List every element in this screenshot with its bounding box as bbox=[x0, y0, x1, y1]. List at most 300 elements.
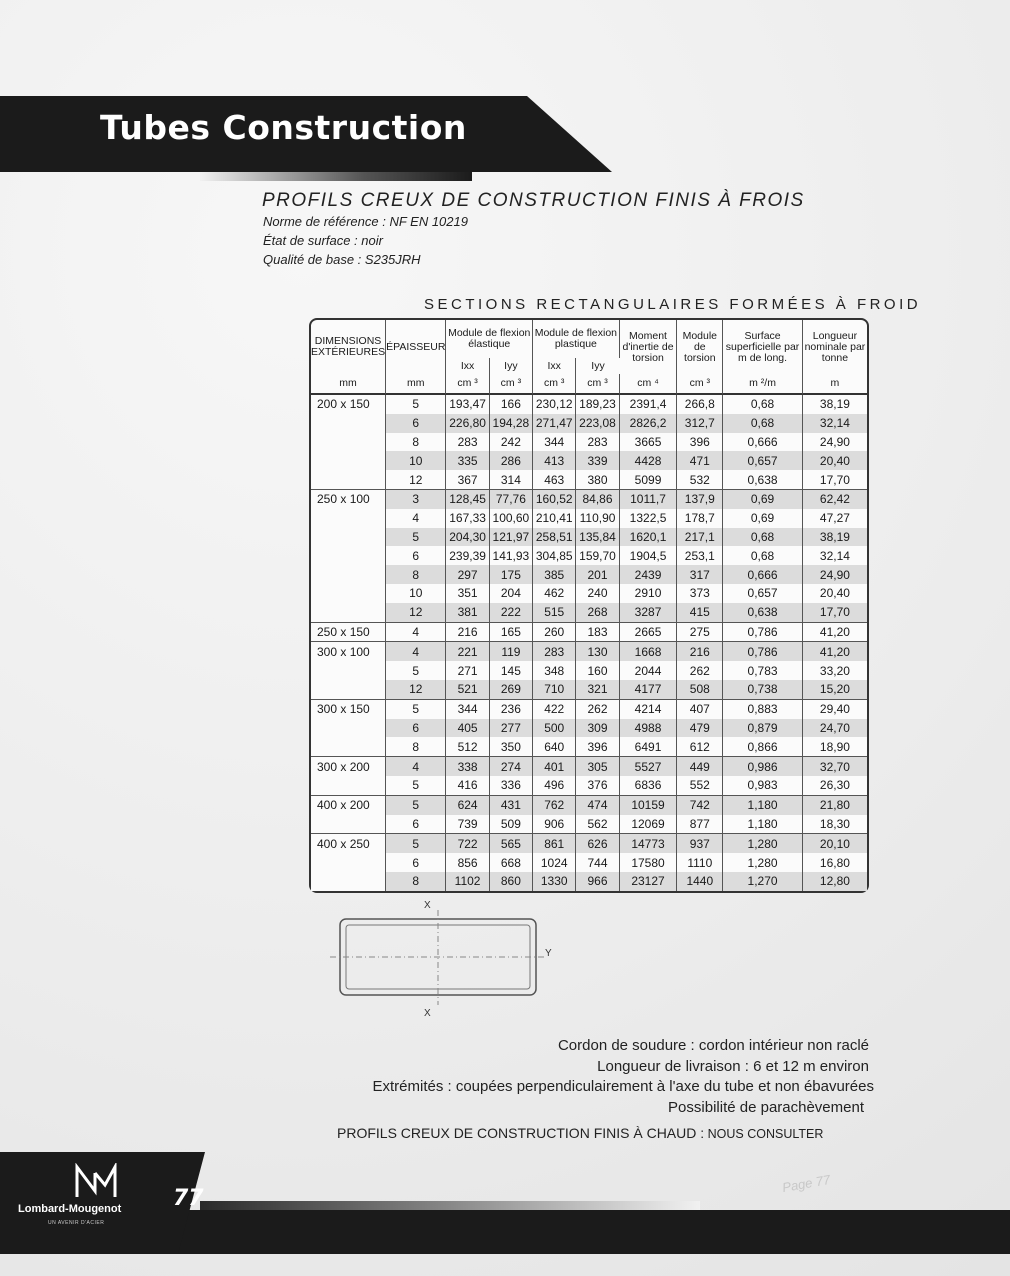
unit-longueur: m bbox=[803, 374, 867, 395]
cell-longueur: 62,42 bbox=[803, 489, 867, 509]
cell-longueur: 21,80 bbox=[803, 795, 867, 815]
cell-ixx2: 861 bbox=[533, 833, 576, 853]
cell-iyy2: 966 bbox=[576, 872, 619, 891]
cell-iyy: 336 bbox=[490, 776, 533, 795]
cell-iyy2: 339 bbox=[576, 451, 619, 470]
cell-surface: 0,986 bbox=[723, 756, 803, 776]
table-row bbox=[311, 433, 867, 452]
cell-modtor: 1110 bbox=[677, 853, 723, 872]
cell-ep: 4 bbox=[386, 509, 446, 528]
cell-ixx: 739 bbox=[446, 815, 489, 834]
cell-longueur: 41,20 bbox=[803, 641, 867, 661]
table-row bbox=[311, 528, 867, 547]
cell-ixx: 338 bbox=[446, 756, 489, 776]
cell-dim: 300 x 100 bbox=[311, 641, 386, 661]
table-row bbox=[311, 853, 867, 872]
cell-modtor: 253,1 bbox=[677, 546, 723, 565]
cell-dim bbox=[311, 603, 386, 622]
cell-ixx: 416 bbox=[446, 776, 489, 795]
cell-longueur: 32,70 bbox=[803, 756, 867, 776]
cell-ep: 5 bbox=[386, 699, 446, 719]
cell-longueur: 47,27 bbox=[819, 511, 850, 526]
cell-dim: 250 x 150 bbox=[311, 622, 386, 642]
cell-modtor: 275 bbox=[677, 622, 723, 642]
cell-modtor: 877 bbox=[677, 815, 723, 834]
cell-moment: 2391,4 bbox=[620, 395, 678, 414]
cell-modtor: 407 bbox=[677, 699, 723, 719]
cell-dim: 400 x 200 bbox=[311, 795, 386, 815]
cell-iyy: 121,97 bbox=[490, 528, 533, 547]
unit-module-torsion: cm ³ bbox=[677, 374, 723, 395]
cell-dim: 400 x 250 bbox=[311, 833, 386, 853]
page-number: 77 bbox=[173, 1186, 204, 1211]
table-row bbox=[311, 622, 867, 642]
y-label: Y bbox=[545, 948, 552, 959]
cell-ixx2: 463 bbox=[533, 470, 576, 489]
cell-surface: 0,666 bbox=[723, 565, 803, 584]
note-soudure: Cordon de soudure : cordon intérieur non raclé bbox=[557, 1037, 869, 1054]
cell-longueur: 16,80 bbox=[819, 855, 850, 870]
cell-ixx2: 710 bbox=[533, 680, 576, 699]
cell-surface: 0,68 bbox=[723, 395, 803, 414]
cell-ixx2: 258,51 bbox=[533, 528, 576, 547]
cell-ep: 12 bbox=[386, 680, 446, 699]
etat-surface: État de surface : noir bbox=[263, 233, 383, 248]
cell-modtor: 317 bbox=[677, 565, 723, 584]
cell-ixx: 283 bbox=[446, 433, 489, 452]
table-title: SECTIONS RECTANGULAIRES FORMÉES À FROID bbox=[424, 296, 922, 313]
cell-iyy: 141,93 bbox=[490, 546, 533, 565]
unit-ep: mm bbox=[386, 374, 446, 395]
cell-surface: 0,657 bbox=[723, 584, 803, 603]
cell-moment: 3287 bbox=[620, 603, 678, 622]
cell-modtor: 262 bbox=[677, 661, 723, 680]
cell-iyy2: 160 bbox=[576, 661, 619, 680]
table-row bbox=[311, 565, 867, 584]
table-row bbox=[311, 641, 867, 661]
cell-modtor: 312,7 bbox=[677, 414, 723, 433]
table-row bbox=[311, 395, 867, 414]
cell-ep: 8 bbox=[386, 737, 446, 756]
cell-ep: 10 bbox=[386, 451, 446, 470]
cell-surface: 0,883 bbox=[723, 699, 803, 719]
cell-moment: 2665 bbox=[620, 622, 678, 642]
table-row bbox=[311, 451, 867, 470]
cell-ixx: 856 bbox=[446, 853, 489, 872]
header-ixx: Ixx bbox=[446, 358, 489, 374]
cell-iyy2: 159,70 bbox=[576, 546, 619, 565]
table-body bbox=[311, 395, 867, 891]
cell-ixx: 722 bbox=[446, 833, 489, 853]
unit-moment: cm ⁴ bbox=[620, 374, 678, 395]
cell-dim: 300 x 150 bbox=[311, 699, 386, 719]
cell-ixx: 297 bbox=[446, 565, 489, 584]
cell-ep: 5 bbox=[386, 833, 446, 853]
cell-moment: 2910 bbox=[620, 584, 678, 603]
cell-modtor: 266,8 bbox=[677, 395, 723, 414]
cell-longueur: 26,30 bbox=[819, 778, 850, 793]
cell-surface: 0,879 bbox=[723, 719, 803, 738]
cell-moment: 6836 bbox=[620, 776, 678, 795]
cell-surface: 0,866 bbox=[723, 737, 803, 756]
cell-iyy2: 305 bbox=[576, 756, 619, 776]
cell-modtor: 937 bbox=[677, 833, 723, 853]
cell-ep: 12 bbox=[386, 603, 446, 622]
cell-moment: 1620,1 bbox=[620, 528, 678, 547]
cell-ixx2: 1330 bbox=[533, 872, 576, 891]
brand-tagline: UN AVENIR D'ACIER bbox=[48, 1220, 105, 1226]
cell-iyy: 431 bbox=[490, 795, 533, 815]
qualite-base: Qualité de base : S235JRH bbox=[263, 252, 421, 267]
cell-iyy2: 189,23 bbox=[576, 395, 619, 414]
cell-surface: 0,638 bbox=[723, 470, 803, 489]
header-dimensions: DIMENSIONS EXTÉRIEURES bbox=[311, 320, 386, 374]
table-row bbox=[311, 509, 867, 528]
unit-dim: mm bbox=[311, 374, 386, 395]
cell-dim: 200 x 150 bbox=[311, 395, 386, 414]
header-ixx-plastique: Ixx bbox=[533, 358, 576, 374]
cell-dim bbox=[311, 853, 386, 872]
cell-iyy: 668 bbox=[490, 853, 533, 872]
cell-modtor: 742 bbox=[677, 795, 723, 815]
cell-ixx: 381 bbox=[446, 603, 489, 622]
unit-surface: m ²/m bbox=[723, 374, 803, 395]
cell-ixx: 351 bbox=[446, 584, 489, 603]
x-top-label: X bbox=[424, 900, 431, 911]
cell-moment: 17580 bbox=[620, 853, 678, 872]
cell-longueur: 32,14 bbox=[803, 414, 867, 433]
cell-dim bbox=[311, 872, 386, 891]
cell-modtor: 415 bbox=[677, 603, 723, 622]
cell-surface: 1,280 bbox=[723, 833, 803, 853]
cell-ep: 12 bbox=[386, 470, 446, 489]
cell-longueur: 20,40 bbox=[803, 451, 867, 470]
footer-gradient-bar bbox=[200, 1201, 700, 1210]
cell-longueur: 38,19 bbox=[803, 528, 867, 547]
table-row bbox=[311, 661, 867, 680]
cell-modtor: 612 bbox=[677, 737, 723, 756]
cell-dim: 300 x 200 bbox=[311, 756, 386, 776]
cell-modtor: 471 bbox=[677, 451, 723, 470]
cell-iyy: 350 bbox=[490, 737, 533, 756]
cell-ixx: 239,39 bbox=[446, 546, 489, 565]
cell-surface: 0,68 bbox=[723, 546, 803, 565]
cell-surface: 0,983 bbox=[723, 776, 803, 795]
cell-ixx: 221 bbox=[446, 641, 489, 661]
cell-iyy2: 376 bbox=[576, 776, 619, 795]
cell-iyy: 269 bbox=[490, 680, 533, 699]
cell-ixx2: 496 bbox=[533, 776, 576, 795]
table-row bbox=[311, 756, 867, 776]
cell-surface: 0,68 bbox=[723, 414, 803, 433]
cell-ep: 5 bbox=[386, 661, 446, 680]
note-extremites: Extrémités : coupées perpendiculairement à l'axe du tube et non ébavurées bbox=[372, 1078, 874, 1095]
cell-ep: 8 bbox=[386, 872, 446, 891]
cell-dim bbox=[311, 470, 386, 489]
cell-ep: 6 bbox=[386, 414, 446, 433]
cell-ixx: 344 bbox=[446, 699, 489, 719]
cell-longueur: 17,70 bbox=[819, 472, 850, 487]
cell-ep: 8 bbox=[386, 565, 446, 584]
cell-ep: 3 bbox=[386, 489, 446, 509]
header-epaisseur: ÉPAISSEUR bbox=[386, 320, 446, 374]
cell-modtor: 178,7 bbox=[677, 509, 723, 528]
cell-longueur: 15,20 bbox=[803, 680, 867, 699]
unit-iyy-plastique: cm ³ bbox=[576, 374, 619, 395]
cell-iyy2: 240 bbox=[576, 584, 619, 603]
cell-ixx2: 515 bbox=[533, 603, 576, 622]
cell-dim bbox=[311, 815, 386, 834]
cell-ep: 6 bbox=[386, 853, 446, 872]
cell-surface: 1,180 bbox=[723, 795, 803, 815]
footnote-line bbox=[337, 1125, 823, 1141]
norme-reference: Norme de référence : NF EN 10219 bbox=[263, 214, 468, 229]
cell-ixx: 335 bbox=[446, 451, 489, 470]
cell-surface: 0,786 bbox=[723, 641, 803, 661]
cell-moment: 2044 bbox=[620, 661, 678, 680]
header-iyy-plastique: Iyy bbox=[591, 359, 605, 372]
cell-moment: 4428 bbox=[620, 451, 678, 470]
table-row bbox=[311, 833, 867, 853]
cell-ep: 5 bbox=[386, 795, 446, 815]
cell-dim bbox=[311, 414, 386, 433]
cell-modtor: 532 bbox=[677, 470, 723, 489]
cell-iyy: 194,28 bbox=[490, 414, 533, 433]
profile-table-container bbox=[309, 318, 869, 893]
table-row bbox=[311, 699, 867, 719]
cell-ixx2: 283 bbox=[533, 641, 576, 661]
cell-ixx: 512 bbox=[446, 737, 489, 756]
cell-longueur: 33,20 bbox=[819, 663, 850, 678]
cell-surface: 1,270 bbox=[723, 872, 803, 891]
cell-ep: 5 bbox=[386, 395, 446, 414]
table-row bbox=[311, 470, 867, 489]
cell-moment: 10159 bbox=[620, 795, 678, 815]
cell-longueur: 29,40 bbox=[803, 699, 867, 719]
cell-moment: 1668 bbox=[620, 641, 678, 661]
cell-iyy: 204 bbox=[490, 584, 533, 603]
cell-surface: 0,68 bbox=[723, 528, 803, 547]
cell-longueur: 17,70 bbox=[803, 603, 867, 622]
cell-iyy2: 135,84 bbox=[576, 528, 619, 547]
cell-iyy: 119 bbox=[490, 641, 533, 661]
cell-iyy: 166 bbox=[490, 395, 533, 414]
cell-moment: 1322,5 bbox=[620, 509, 678, 528]
cell-modtor: 508 bbox=[677, 680, 723, 699]
cell-iyy: 286 bbox=[490, 451, 533, 470]
table-row bbox=[311, 680, 867, 699]
cell-moment: 4177 bbox=[620, 680, 678, 699]
unit-ixx: cm ³ bbox=[446, 374, 489, 395]
header-moment-inertie: Moment d'inertie de torsion bbox=[620, 320, 678, 374]
unit-ixx-plastique: cm ³ bbox=[533, 374, 576, 395]
section-diagram bbox=[330, 895, 570, 1020]
cell-dim bbox=[311, 565, 386, 584]
cell-ixx2: 640 bbox=[533, 737, 576, 756]
cell-iyy2: 309 bbox=[576, 719, 619, 738]
cell-ixx: 226,80 bbox=[446, 414, 489, 433]
cell-iyy2: 110,90 bbox=[576, 509, 619, 528]
cell-ixx2: 413 bbox=[533, 451, 576, 470]
cell-ixx: 204,30 bbox=[446, 528, 489, 547]
cell-modtor: 479 bbox=[677, 719, 723, 738]
cell-modtor: 1440 bbox=[677, 872, 723, 891]
cell-iyy: 77,76 bbox=[490, 489, 533, 509]
table-row bbox=[311, 414, 867, 433]
cell-surface: 0,69 bbox=[723, 509, 803, 528]
cell-longueur: 32,14 bbox=[819, 548, 850, 563]
cell-longueur: 18,90 bbox=[819, 739, 850, 754]
cell-dim bbox=[311, 584, 386, 603]
cell-ixx2: 401 bbox=[533, 756, 576, 776]
cell-iyy2: 744 bbox=[576, 853, 619, 872]
cell-longueur: 20,10 bbox=[803, 833, 867, 853]
cell-iyy: 509 bbox=[490, 815, 533, 834]
cell-modtor: 216 bbox=[677, 641, 723, 661]
cell-ep: 5 bbox=[386, 776, 446, 795]
cell-iyy2: 562 bbox=[576, 815, 619, 834]
cell-modtor: 373 bbox=[677, 584, 723, 603]
header-module-torsion: Module de torsion bbox=[677, 320, 723, 374]
cell-iyy2: 283 bbox=[576, 433, 619, 452]
profile-table bbox=[309, 318, 869, 893]
cell-longueur: 24,70 bbox=[803, 719, 867, 738]
cell-longueur: 24,90 bbox=[803, 565, 867, 584]
cell-moment: 3665 bbox=[620, 433, 678, 452]
cell-surface: 0,738 bbox=[723, 680, 803, 699]
table-row bbox=[311, 872, 867, 891]
cell-ixx2: 906 bbox=[533, 815, 576, 834]
cell-iyy2: 262 bbox=[576, 699, 619, 719]
cell-ixx: 405 bbox=[446, 719, 489, 738]
cell-moment: 5099 bbox=[620, 470, 678, 489]
cell-surface: 1,180 bbox=[723, 815, 803, 834]
table-row bbox=[311, 489, 867, 509]
note-longueur: Longueur de livraison : 6 et 12 m environ bbox=[597, 1058, 869, 1075]
cell-ep: 4 bbox=[386, 622, 446, 642]
cell-moment: 2826,2 bbox=[620, 414, 678, 433]
cell-iyy: 236 bbox=[490, 699, 533, 719]
cell-surface: 0,666 bbox=[723, 433, 803, 452]
cell-modtor: 396 bbox=[677, 433, 723, 452]
cell-iyy: 222 bbox=[490, 603, 533, 622]
cell-ixx2: 422 bbox=[533, 699, 576, 719]
cell-ixx2: 1024 bbox=[533, 853, 576, 872]
brand-name: Lombard-Mougenot bbox=[18, 1203, 122, 1215]
note-parachevement: Possibilité de parachèvement bbox=[668, 1099, 864, 1116]
header-module-elastique: Module de flexion élastique bbox=[446, 320, 533, 358]
cell-ep: 6 bbox=[386, 815, 446, 834]
cell-ixx: 1102 bbox=[446, 872, 489, 891]
cell-dim bbox=[311, 661, 386, 680]
cell-iyy2: 223,08 bbox=[576, 414, 619, 433]
cell-ixx2: 462 bbox=[533, 584, 576, 603]
cell-longueur: 12,80 bbox=[803, 872, 867, 891]
cell-iyy: 175 bbox=[490, 565, 533, 584]
cell-moment: 1904,5 bbox=[620, 546, 678, 565]
cell-dim bbox=[311, 680, 386, 699]
cell-iyy2: 201 bbox=[576, 565, 619, 584]
header-surface: Surface superficielle par m de long. bbox=[723, 320, 803, 374]
cell-moment: 1011,7 bbox=[620, 489, 678, 509]
cell-longueur: 20,40 bbox=[819, 586, 850, 601]
cell-iyy2: 396 bbox=[576, 737, 619, 756]
table-row bbox=[311, 603, 867, 622]
cell-modtor: 449 bbox=[677, 756, 723, 776]
cell-dim bbox=[311, 528, 386, 547]
cell-iyy: 860 bbox=[490, 872, 533, 891]
cell-dim bbox=[311, 509, 386, 528]
cell-ixx: 193,47 bbox=[446, 395, 489, 414]
cell-ixx: 216 bbox=[446, 622, 489, 642]
cell-ixx2: 230,12 bbox=[533, 395, 576, 414]
cell-iyy: 100,60 bbox=[490, 509, 533, 528]
cell-longueur: 38,19 bbox=[819, 397, 850, 412]
cell-dim bbox=[311, 719, 386, 738]
cell-dim: 250 x 100 bbox=[311, 489, 386, 509]
cell-iyy2: 268 bbox=[576, 603, 619, 622]
table-row bbox=[311, 737, 867, 756]
unit-iyy: cm ³ bbox=[490, 374, 533, 395]
header-longueur: Longueur nominale par tonne bbox=[804, 329, 866, 364]
cell-surface: 0,657 bbox=[723, 451, 803, 470]
cell-dim bbox=[311, 737, 386, 756]
title-underline bbox=[200, 172, 472, 181]
cell-ixx: 624 bbox=[446, 795, 489, 815]
cell-ep: 4 bbox=[386, 641, 446, 661]
cell-iyy: 277 bbox=[490, 719, 533, 738]
footnote-main: PROFILS CREUX DE CONSTRUCTION FINIS À CHAUD : bbox=[337, 1125, 705, 1141]
cell-ixx2: 160,52 bbox=[533, 489, 576, 509]
cell-iyy: 145 bbox=[490, 661, 533, 680]
cell-ixx2: 762 bbox=[533, 795, 576, 815]
cell-iyy2: 130 bbox=[576, 641, 619, 661]
cell-moment: 12069 bbox=[620, 815, 678, 834]
cell-surface: 0,638 bbox=[723, 603, 803, 622]
table-row bbox=[311, 584, 867, 603]
cell-longueur: 18,30 bbox=[819, 816, 850, 831]
cell-moment: 6491 bbox=[620, 737, 678, 756]
cell-ixx2: 210,41 bbox=[533, 509, 576, 528]
cell-iyy2: 321 bbox=[576, 680, 619, 699]
section-heading: PROFILS CREUX DE CONSTRUCTION FINIS À FROIS bbox=[262, 190, 805, 211]
cell-ep: 6 bbox=[386, 719, 446, 738]
cell-ixx2: 500 bbox=[533, 719, 576, 738]
cell-iyy: 565 bbox=[490, 833, 533, 853]
table-row bbox=[311, 546, 867, 565]
cell-iyy: 165 bbox=[490, 622, 533, 642]
cell-dim bbox=[311, 433, 386, 452]
cell-dim bbox=[311, 451, 386, 470]
cell-ixx2: 304,85 bbox=[533, 546, 576, 565]
table-row bbox=[311, 719, 867, 738]
x-bottom-label: X bbox=[424, 1008, 431, 1019]
cell-iyy2: 380 bbox=[576, 470, 619, 489]
brand-logo-icon bbox=[73, 1163, 119, 1201]
cell-ep: 10 bbox=[386, 584, 446, 603]
cell-surface: 0,69 bbox=[723, 489, 803, 509]
cell-surface: 0,786 bbox=[723, 622, 803, 642]
cell-moment: 5527 bbox=[620, 756, 678, 776]
cell-iyy: 314 bbox=[490, 470, 533, 489]
cell-ep: 4 bbox=[386, 756, 446, 776]
cell-ep: 6 bbox=[386, 546, 446, 565]
cell-ixx2: 385 bbox=[533, 565, 576, 584]
page-title: Tubes Construction bbox=[100, 108, 467, 147]
cell-moment: 4988 bbox=[620, 719, 678, 738]
cell-surface: 0,783 bbox=[723, 661, 803, 680]
cell-modtor: 217,1 bbox=[677, 528, 723, 547]
